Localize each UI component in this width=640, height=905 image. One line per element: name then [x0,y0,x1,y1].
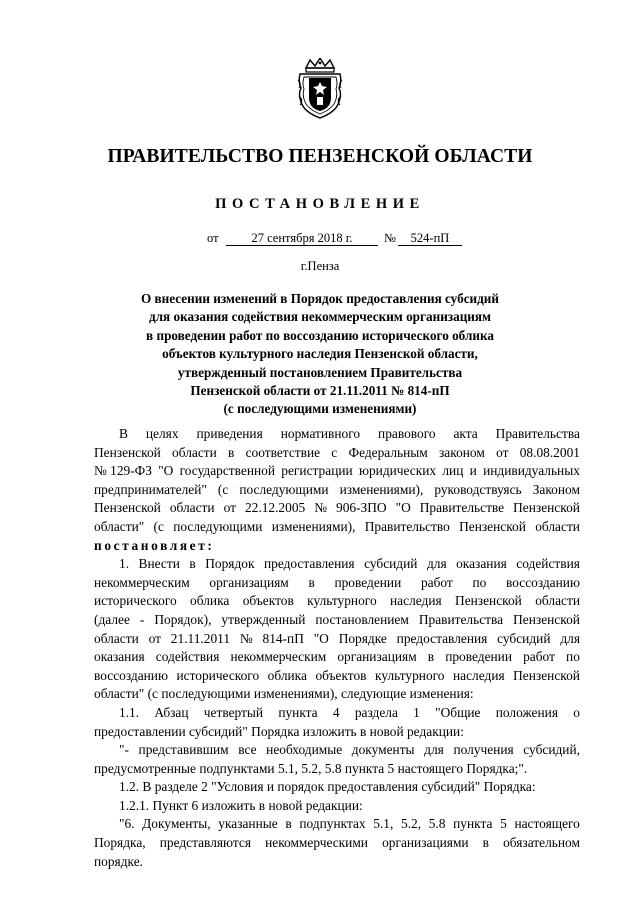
city: г.Пенза [300,259,340,273]
body-line: области" (с последующими изменениями), Правительство Пензенской области [94,518,580,534]
subject-line: (с последующими изменениями) [223,401,417,417]
body-line: Порядка, представляются некоммерческими организациями в обязательном [94,835,580,851]
body-line: воссозданию исторического облика объектов культурного наследия Пензенской [94,667,580,683]
document-number: 524-пП [398,231,462,246]
resolves-word: постановляет: [94,537,215,553]
document-date: 27 сентября 2018 г. [226,231,378,246]
body-line: 1. Внести в Порядок предоставления субсидий для оказания содействия [119,556,580,572]
subject-line: для оказания содействия некоммерческим организациям [148,309,492,325]
body-line: (далее - Порядок), утвержденный постановлением Правительства Пензенской [94,611,580,627]
body-line: 1.2. В разделе 2 "Условия и порядок предоставления субсидий" Порядка: [119,779,536,795]
body-line: "- представившим все необходимые документы для получения субсидий, [119,742,580,758]
body-line: исторического облика объектов культурного наследия Пензенской области [94,593,580,609]
subject-line: в проведении работ по воссозданию исторического облика [146,327,494,343]
body-line: "6. Документы, указанные в подпунктах 5.1, 5.2, 5.8 пункта 5 настоящего [119,816,580,832]
body-line: порядке. [94,853,143,869]
body-line: Пензенской области от 22.12.2005 № 906-ЗПО "О Правительстве Пензенской [94,500,580,516]
body-line: предусмотренные подпунктами 5.1, 5.2, 5.8 пункта 5 настоящего Порядка;". [94,760,528,776]
body-line: области" (с последующими изменениями), следующие изменения: [94,686,474,702]
document-subject [0,290,640,419]
date-prefix: от [207,231,219,245]
body-line: оказания содействия некоммерческим организациям в проведении работ по [94,649,580,665]
penza-coat-of-arms-icon [296,58,344,120]
subject-line: утвержденный постановлением Правительства [177,364,463,380]
subject-line: Пензенской области от 21.11.2011 № 814-пП [190,383,450,399]
subject-line: О внесении изменений в Порядок предоставления субсидий [140,291,500,306]
body-line: области от 21.11.2011 № 814-пП "О Порядке предоставления субсидий для [94,630,580,646]
body-line: 1.2.1. Пункт 6 изложить в новой редакции: [119,797,363,813]
body-line: Пензенской области в соответствие с Федеральным законом от 08.08.2001 [94,444,580,460]
number-prefix: № [384,231,396,245]
government-title: ПРАВИТЕЛЬСТВО ПЕНЗЕНСКОЙ ОБЛАСТИ [107,146,533,167]
body-line: предоставлении субсидий" Порядка изложить в новой редакции: [94,723,464,739]
body-line: 1.1. Абзац четвертый пункта 4 раздела 1 "Общие положения о [119,704,580,720]
document-body [94,425,580,871]
body-line: № 129-ФЗ "О государственной регистрации юридических лиц и индивидуальных [94,463,580,479]
body-line: предпринимателей" (с последующими изменениями), руководствуясь Законом [94,481,580,497]
subject-line: объектов культурного наследия Пензенской области, [162,346,478,362]
document-type: ПОСТАНОВЛЕНИЕ [215,196,425,212]
body-line: В целях приведения нормативного правового акта Правительства [119,426,580,441]
body-line: некоммерческим организациям в проведении работ по воссозданию [94,574,580,590]
